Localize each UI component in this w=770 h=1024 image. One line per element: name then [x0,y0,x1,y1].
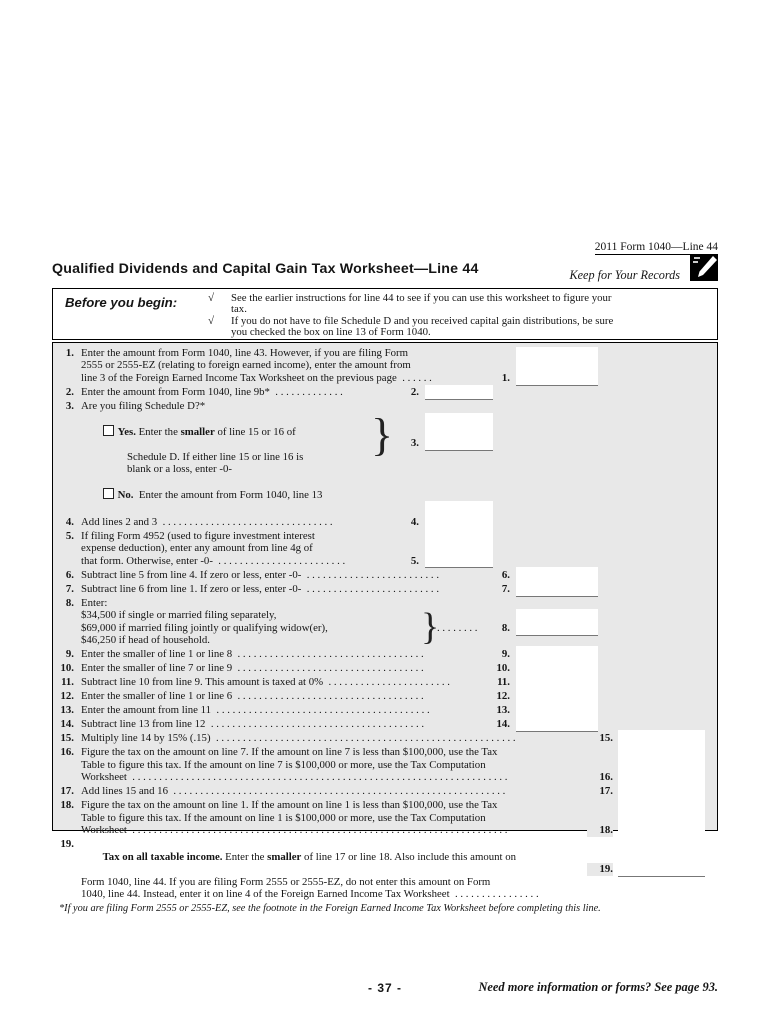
form-reference-header: 2011 Form 1040—Line 44 [594,241,718,253]
entry-field-line-3[interactable] [425,413,493,451]
more-info-footer: Need more information or forms? See page 93. [478,980,718,994]
page-number: - 37 - [367,981,402,995]
before-you-begin-box [52,288,718,340]
line-number: 1. [65,346,74,359]
line-ref: 5. [393,555,419,568]
line-text: $34,500 if single or married filing separately, [81,609,277,621]
line-text: of line 15 or 16 of [214,425,296,438]
line-text: 1040, line 44. Instead, enter it on line 4 of the Foreign Earned Income Tax Worksheet . . . . . . . . . . . . . . . . [81,888,539,900]
line-item-2 [53,386,717,399]
line-ref: 1. [484,372,510,385]
entry-field-line-7[interactable] [516,581,598,597]
checkmark-icon: √ [208,315,215,327]
line-text: $69,000 if married filing jointly or qualifying widow(er), [81,621,328,634]
line-text: $46,250 if head of household. [81,634,210,646]
line-text: Are you filing Schedule D?* [81,399,206,412]
line-number: 17. [60,785,74,797]
line-text: Worksheet . . . . . . . . . . . . . . . . . . . . . . . . . . . . . . . . . . . . . . . . . . . . . . . . . . . . . . . . . . . . . . . . . . . . . . [81,824,508,836]
yes-label: Yes. [117,425,136,438]
dot-leader: . . . . . . . . [437,621,478,634]
line-item-13 [53,704,717,717]
line-text: Schedule D. If either line 15 or line 16 is [127,450,304,463]
before-item-1-line-1: See the earlier instructions for line 44 to see if you can use this worksheet to figure your [231,292,612,304]
line-text: Enter: [81,596,108,609]
line-number: 18. [60,799,74,811]
line-text: Enter the amount from Form 1040, line 43. However, if you are filing Form [81,346,409,359]
pencil-icon [690,254,718,281]
line-number: 4. [65,515,74,528]
line-ref: 9. [484,648,510,661]
line-text: Subtract line 5 from line 4. If zero or less, enter -0- . . . . . . . . . . . . . . . . . . . . . . . . . [81,568,440,581]
before-item-2-line-1: If you do not have to file Schedule D and you received capital gain distributions, be sure [231,314,614,327]
line-item-5 [53,530,717,568]
line-text: expense deduction), enter any amount from line 4g of [81,542,313,554]
before-you-begin-text [231,293,717,339]
line-text: Enter the amount from Form 1040, line 9b* . . . . . . . . . . . . . [81,385,343,398]
line-ref: 10. [484,662,510,675]
line-text: Tax on all taxable income. [102,850,226,863]
line-number: 19. [60,838,74,850]
line-number: 2. [65,385,74,398]
line-item-19 [53,838,717,901]
line-text: Enter the amount from Form 1040, line 13 [133,489,323,501]
checkmark-icon: √ [208,292,215,304]
line-ref: 8. [484,622,510,635]
line-text: Enter the [135,425,181,438]
no-option-row [81,476,717,515]
line-ref: 16. [587,771,613,784]
no-label: No. [117,489,134,501]
line-number: 10. [60,662,74,674]
line-text: Add lines 15 and 16 . . . . . . . . . . . . . . . . . . . . . . . . . . . . . . . . . . . . . . . . . . . . . . . . . . . . . . . . . . . . . . [81,785,506,797]
entry-field-line-5[interactable] [425,517,493,568]
entry-field-line-1[interactable] [516,347,598,386]
line-ref: 3. [393,437,419,450]
line-ref: 13. [484,704,510,717]
line-number: 15. [60,732,74,744]
brace-glyph: } [421,605,440,648]
before-you-begin-label: Before you begin: [65,295,178,310]
line-text: If filing Form 4952 (used to figure investment interest [81,529,315,542]
line-ref: 19. [587,863,613,876]
line-ref: 12. [484,690,510,703]
line-number: 6. [65,568,74,581]
line-text: Add lines 2 and 3 . . . . . . . . . . . . . . . . . . . . . . . . . . . . . . . . [81,515,333,528]
line-ref: 7. [484,583,510,596]
line-text: of line 17 or line 18. Also include this amount on [301,850,517,863]
line-text: Enter the [225,850,268,863]
line-item-11 [53,676,717,689]
line-text: 2555 or 2555-EZ (relating to foreign earned income), enter the amount from [81,359,411,371]
line-ref: 4. [393,516,419,529]
line-text: smaller [180,425,215,438]
line-text: Figure the tax on the amount on line 1. If the amount on line 1 is less than $100,000, use the Tax [81,799,498,811]
entry-field-line-14[interactable] [516,716,598,732]
entry-field-line-8[interactable] [516,609,598,636]
line-number: 14. [60,718,74,730]
line-text: Enter the smaller of line 1 or line 8 . . . . . . . . . . . . . . . . . . . . . . . . . . . . . . . . . . . [81,648,424,660]
line-ref: 11. [484,676,510,689]
line-text: blank or a loss, enter -0- [127,463,232,475]
line-text: Multiply line 14 by 15% (.15) . . . . . . . . . . . . . . . . . . . . . . . . . . . . . . . . . . . . . . . . . . . . . . . . . . . . . . . . [81,732,516,744]
line-ref: 6. [484,569,510,582]
line-item-1 [53,347,717,385]
line-number: 7. [65,582,74,595]
line-item-16 [53,746,717,784]
line-item-6 [53,569,717,582]
line-number: 5. [65,529,74,542]
line-item-14 [53,718,717,731]
line-item-9 [53,648,717,661]
line-text: smaller [267,850,302,863]
line-text: Table to figure this tax. If the amount on line 7 is $100,000 or more, use the Tax Computation [81,758,486,771]
line-ref: 17. [587,785,613,798]
line-item-8 [53,597,717,647]
page-title: Qualified Dividends and Capital Gain Tax Worksheet—Line 44 [52,261,479,277]
line-text: Enter the smaller of line 7 or line 9 . . . . . . . . . . . . . . . . . . . . . . . . . . . . . . . . . . . [81,662,424,674]
line-text: Subtract line 13 from line 12 . . . . . . . . . . . . . . . . . . . . . . . . . . . . . . . . . . . . . . . . [81,718,425,730]
worksheet-body [52,342,718,914]
line-number: 9. [65,648,74,660]
line-text: Subtract line 6 from line 1. If zero or less, enter -0- . . . . . . . . . . . . . . . . . . . . . . . . . [81,582,440,595]
line-text: Form 1040, line 44. If you are filing Form 2555 or 2555-EZ, do not enter this amount on Form [81,875,491,888]
line-text: Worksheet . . . . . . . . . . . . . . . . . . . . . . . . . . . . . . . . . . . . . . . . . . . . . . . . . . . . . . . . . . . . . . . . . . . . . . [81,771,508,783]
before-item-2-line-2: you checked the box on line 13 of Form 1040. [231,326,431,339]
line-text: Table to figure this tax. If the amount on line 1 is $100,000 or more, use the Tax Computation [81,811,486,824]
line-text: Subtract line 10 from line 9. This amount is taxed at 0% . . . . . . . . . . . . . . . . . . . . . . . [81,676,450,688]
line-number: 3. [65,399,74,412]
line-text: Figure the tax on the amount on line 7. If the amount on line 7 is less than $100,000, use the Tax [81,746,498,758]
keep-for-records-label: Keep for Your Records [569,268,680,282]
schedule-d-no-checkbox[interactable] [103,488,114,499]
line-ref: 18. [587,824,613,837]
line-text: that form. Otherwise, enter -0- . . . . . . . . . . . . . . . . . . . . . . . . [81,554,346,567]
entry-field-line-19[interactable] [618,825,705,877]
line-ref: 2. [393,386,419,399]
line-item-4 [53,516,717,529]
line-number: 8. [65,596,74,609]
line-text: line 3 of the Foreign Earned Income Tax Worksheet on the previous page . . . . . . [81,371,432,384]
line-item-3 [53,400,717,515]
line-item-7 [53,583,717,596]
worksheet-footnote: *If you are filing Form 2555 or 2555-EZ, see the footnote in the Foreign Earned Income Tax Worksheet before completing this line. [59,903,601,914]
line-text: Enter the amount from line 11 . . . . . . . . . . . . . . . . . . . . . . . . . . . . . . . . . . . . . . . . [81,704,430,716]
line-ref: 15. [587,732,613,745]
brace-glyph: } [371,408,394,460]
line-number: 13. [60,704,74,716]
line-number: 11. [61,676,74,688]
line-number: 12. [60,690,74,702]
line-ref: 14. [484,718,510,731]
entry-field-line-16[interactable] [618,733,705,785]
line-item-12 [53,690,717,703]
line-number: 16. [60,746,74,758]
before-item-1-line-2: tax. [231,303,247,316]
line-text: Enter the smaller of line 1 or line 6 . . . . . . . . . . . . . . . . . . . . . . . . . . . . . . . . . . . [81,690,424,702]
line-item-10 [53,662,717,675]
entry-field-line-2[interactable] [425,385,493,400]
schedule-d-yes-checkbox[interactable] [103,425,114,436]
